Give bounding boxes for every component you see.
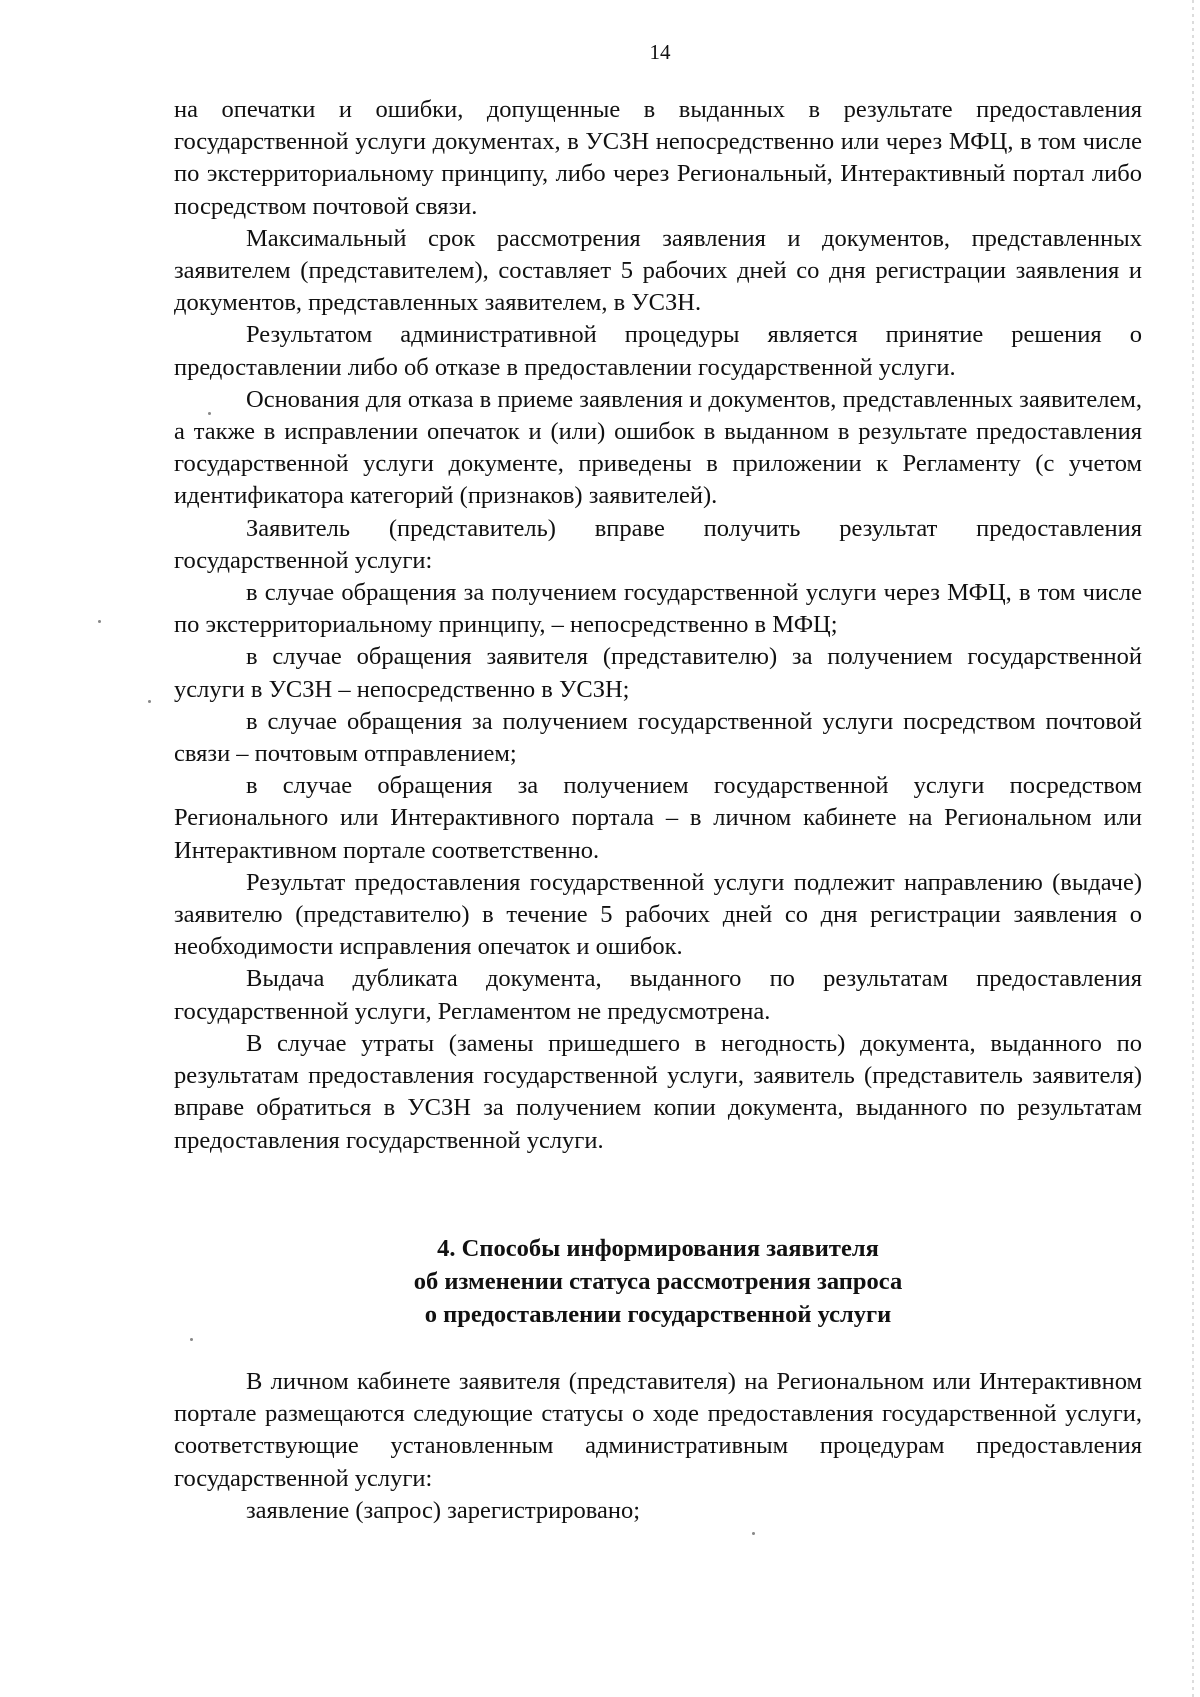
section-heading-line: о предоставлении государственной услуги bbox=[424, 1301, 892, 1328]
paragraph-3: Результатом административной процедуры является принятие решения о предоставлении либо об отказе в предоставлении государственной услуги. bbox=[174, 321, 1142, 381]
section-heading-line: 4. Способы информирования заявителя bbox=[437, 1235, 879, 1262]
scan-speck bbox=[752, 1532, 755, 1535]
paragraph-1: на опечатки и ошибки, допущенные в выданных в результате предоставления государственной услуги документах, в УСЗН непосредственно или через МФЦ, в том числе по экстерриториальному принципу, либо через Региональный, Интерактивный портал либо посредством почтовой связи. bbox=[174, 96, 1142, 220]
paragraph-7: в случае обращения заявителя (представителю) за получением государственной услуги в УСЗН – непосредственно в УСЗН; bbox=[174, 643, 1142, 703]
paragraph-9: в случае обращения за получением государственной услуги посредством Регионального или Интерактивного портала – в личном кабинете на Региональном или Интерактивном портале соответственно. bbox=[174, 772, 1142, 864]
paragraph-2: Максимальный срок рассмотрения заявления и документов, представленных заявителем (представителем), составляет 5 рабочих дней со дня регистрации заявления и документов, представленных заявителем, в УСЗН. bbox=[174, 224, 1142, 317]
scan-edge bbox=[1192, 0, 1194, 1697]
paragraph-10: Результат предоставления государственной услуги подлежит направлению (выдаче) заявителю (представителю) в течение 5 рабочих дней со дня регистрации заявления о необходимости исправления опечаток и ошибок. bbox=[174, 868, 1142, 961]
scan-speck bbox=[190, 1338, 193, 1341]
body-text bbox=[174, 94, 1142, 1157]
section-paragraph-2: заявление (запрос) зарегистрировано; bbox=[246, 1496, 641, 1524]
paragraph-6: в случае обращения за получением государственной услуги через МФЦ, в том числе по экстерриториальному принципу, – непосредственно в МФЦ; bbox=[174, 579, 1142, 639]
page-number: 14 bbox=[649, 40, 671, 64]
scan-speck bbox=[208, 412, 211, 415]
paragraph-5: Заявитель (представитель) вправе получить результат предоставления государственной услуги: bbox=[174, 514, 1142, 574]
scan-speck bbox=[98, 620, 101, 623]
paragraph-12: В случае утраты (замены пришедшего в негодность) документа, выданного по результатам предоставления государственной услуги, заявитель (представитель заявителя) вправе обратиться в УСЗН за получением копии документа, выданного по результатам предоставления государственной услуги. bbox=[174, 1029, 1142, 1154]
paragraph-11: Выдача дубликата документа, выданного по результатам предоставления государственной услуги, Регламентом не предусмотрена. bbox=[174, 965, 1142, 1025]
section-body-text bbox=[174, 1366, 1142, 1527]
section-paragraph-1: В личном кабинете заявителя (представителя) на Региональном или Интерактивном портале размещаются следующие статусы о ходе предоставления государственной услуги, соответствующие установленным административным процедурам предоставления государственной услуги: bbox=[174, 1368, 1142, 1492]
paragraph-8: в случае обращения за получением государственной услуги посредством почтовой связи – почтовым отправлением; bbox=[174, 707, 1142, 768]
section-heading bbox=[174, 1232, 1142, 1331]
section-heading-line: об изменении статуса рассмотрения запроса bbox=[413, 1268, 903, 1295]
scan-speck bbox=[148, 700, 151, 703]
paragraph-4: Основания для отказа в приеме заявления и документов, представленных заявителем, а также в исправлении опечаток и (или) ошибок в выданном в результате предоставления государственной услуги документе, приведены в приложении к Регламенту (с учетом идентификатора категорий (признаков) заявителей). bbox=[174, 385, 1142, 510]
